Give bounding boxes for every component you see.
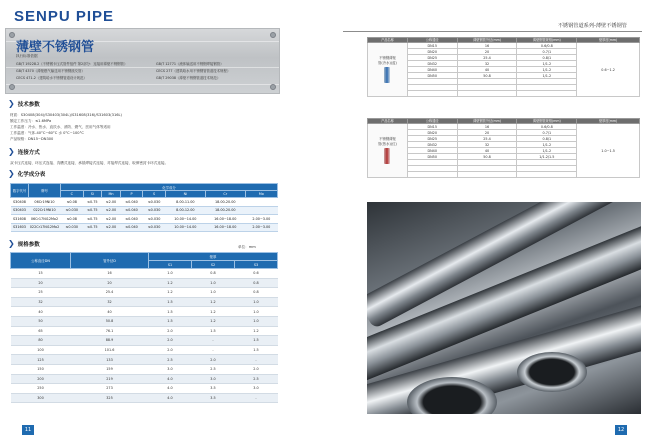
table-row: S31608 06Cr17Ni12Mo2 ≤0.08 ≤0.75 ≤2.00 ≤0.040 ≤0.030 10.00~14.00 16.00~18.00 2.00~3.00 xyxy=(11,215,278,224)
table-row: S30408 06Cr19Ni10 ≤0.08 ≤0.75 ≤2.00 ≤0.040 ≤0.030 8.00-11.00 18.00-20.00 xyxy=(11,198,278,207)
hot-water-pipe-table: 产品名称 公称通径 薄壁钢管外径(mm) 薄壁钢管规格(mm) 壁厚度(mm) 不锈钢薄壁管(热水)(红) DN15 16 0.6/0.8 1.0~1.5 DN20 20 0.7/1 DN25 25.4 0.8/1 DN32 32 1/1.2 DN40 40 1/1.2 DN50 50.8 1/1.2/1.5 xyxy=(367,118,640,178)
table-row: S31603 022Cr17Ni12Mo2 ≤0.030 ≤0.75 ≤2.00 ≤0.040 ≤0.030 10.00~14.00 16.00~18.00 2.00~3.00 xyxy=(11,223,278,232)
red-pipe-icon xyxy=(384,148,390,164)
chevron-right-icon: ❯ xyxy=(8,99,15,108)
grade-header: 数字代号 xyxy=(11,184,29,198)
page-title: 薄壁不锈钢管 xyxy=(16,40,95,55)
standards-subtitle: 执行标准依据 xyxy=(16,54,38,58)
page-number: 11 xyxy=(22,425,34,435)
table-row: 300 325 4.0 3.5 - xyxy=(11,393,278,403)
chevron-right-icon: ❯ xyxy=(8,169,15,178)
table-row: 100 101.6 2.0 - 1.5 xyxy=(11,345,278,355)
standard-item: GB/T 12771《流体输送用不锈钢焊接钢管》 xyxy=(156,62,224,66)
table-row: DN40 40 1/1.2 xyxy=(368,67,640,73)
section-title: 不锈钢管道系列-薄壁不锈钢管 xyxy=(557,23,627,29)
tech-line: 材质：S30408(304)/S30403(304L)/S31608(316)/S31603(316L) xyxy=(10,113,122,117)
wall-sub-header: S3 xyxy=(235,261,278,269)
spec-section-header: ❯ 规格参数 xyxy=(8,239,40,248)
table-row: 200 219 4.0 3.0 2.5 xyxy=(11,374,278,384)
table-row: 40 40 1.5 1.2 1.0 xyxy=(11,307,278,317)
table-row: 65 76.1 2.0 1.5 1.2 xyxy=(11,326,278,336)
table-row: DN20 20 0.7/1 xyxy=(368,49,640,55)
connection-text: 双卡压式连接、环压式连接、沟槽式连接、承插焊接式连接、对接焊式连接、取伸密封卡环式连接。 xyxy=(10,161,169,165)
composition-group-header: 化学成分 xyxy=(61,184,278,191)
wall-thickness: 0.6~1.2 xyxy=(577,43,640,97)
table-row: DN25 25.4 0.8/1 xyxy=(368,55,640,61)
element-header: S xyxy=(143,191,166,198)
table-row: 50 50.8 1.5 1.2 1.0 xyxy=(11,316,278,326)
table-row: DN32 32 1/1.2 xyxy=(368,61,640,67)
connection-section-header: ❯ 连接方式 xyxy=(8,147,40,156)
element-header: Ni xyxy=(165,191,205,198)
standard-item: GB/T 4370《薄壁燃气输送用不锈钢波纹管》 xyxy=(16,69,85,73)
bolt-icon xyxy=(9,84,15,90)
bolt-icon xyxy=(270,84,276,90)
table-row: S30403 022Cr19Ni10 ≤0.030 ≤0.75 ≤2.00 ≤0.040 ≤0.030 8.00-12.00 18.00-20.00 xyxy=(11,206,278,215)
unit-label: 单位：mm xyxy=(238,245,256,249)
table-row: DN50 50.8 1/1.2 xyxy=(368,73,640,79)
element-header: P xyxy=(120,191,143,198)
brand-header: 牌号 xyxy=(29,184,61,198)
dn-header: 公称直径DN xyxy=(11,253,71,269)
table-row: 32 32 1.5 1.2 1.0 xyxy=(11,297,278,307)
table-row: 25 25.4 1.2 1.0 0.8 xyxy=(11,288,278,298)
element-header: Cr xyxy=(205,191,245,198)
cold-water-pipe-table: 产品名称 公称通径 薄壁钢管外径(mm) 薄壁钢管规格(mm) 壁厚度(mm) 不锈钢薄壁管(冷水)(蓝) DN15 16 0.6/0.8 0.6~1.2 DN20 20 0.7/1 DN25 25.4 0.8/1 DN32 32 1/1.2 DN40 40 1/1.2 DN50 50.8 1/1.2 xyxy=(367,37,640,97)
chevron-right-icon: ❯ xyxy=(8,239,15,248)
table-row: DN25 25.4 0.8/1 xyxy=(368,136,640,142)
wall-thickness: 1.0~1.5 xyxy=(577,124,640,178)
table-row: 不锈钢薄壁管(热水)(红) DN15 16 0.6/0.8 1.0~1.5 xyxy=(368,124,640,130)
wall-header: 壁厚 xyxy=(149,253,278,261)
element-header: Mn xyxy=(102,191,121,198)
spec-table xyxy=(10,252,278,403)
standard-item: CECS 277《建筑给水用不锈钢管管道技术规程》 xyxy=(156,69,231,73)
table-row: DN32 32 1/1.2 xyxy=(368,142,640,148)
title-banner xyxy=(5,28,280,94)
bolt-icon xyxy=(270,32,276,38)
table-row: 20 20 1.2 1.0 0.8 xyxy=(11,278,278,288)
bolt-icon xyxy=(9,32,15,38)
product-name: 不锈钢薄壁管(热水)(红) xyxy=(378,137,397,146)
steel-pipes-photo xyxy=(367,202,641,414)
page-number: 12 xyxy=(615,425,627,435)
standard-item: GB/T 29038《薄壁不锈钢管道技术规范》 xyxy=(156,76,221,80)
tech-line: 产品规格：DN15~DN300 xyxy=(10,137,54,141)
tech-section-header: ❯ 技术参数 xyxy=(8,99,40,108)
chem-section-header: ❯ 化学成分表 xyxy=(8,169,46,178)
table-row: DN40 40 1/1.2 xyxy=(368,148,640,154)
title-divider xyxy=(343,31,642,32)
table-row: DN50 50.8 1/1.2/1.5 xyxy=(368,154,640,160)
right-page xyxy=(325,0,650,442)
blue-pipe-icon xyxy=(384,67,390,83)
element-header: Mo xyxy=(245,191,277,198)
brand-logo: SENPU PIPE xyxy=(14,8,115,25)
tech-line: 工作温度：冷水、热水、直饮水、消防、燃气、医用气体等适用 xyxy=(10,125,111,129)
wall-sub-header: S2 xyxy=(192,261,235,269)
wall-sub-header: S1 xyxy=(149,261,192,269)
element-header: C xyxy=(61,191,84,198)
table-row: 125 133 2.5 2.0 - xyxy=(11,355,278,365)
tech-line: 额定工作压力：≤1.6MPa xyxy=(10,119,52,123)
table-row: 250 273 4.0 3.5 3.0 xyxy=(11,384,278,394)
table-row: 15 16 1.0 0.8 0.6 xyxy=(11,269,278,279)
od-header: 管外径D xyxy=(71,253,149,269)
table-row: 不锈钢薄壁管(冷水)(蓝) DN15 16 0.6/0.8 0.6~1.2 xyxy=(368,43,640,49)
standard-item: CECS 471-2《建筑给水不锈钢管道设计规范》 xyxy=(16,76,87,80)
tech-line: 工作温度：气体-40°C~60°C 水 0°C~100°C xyxy=(10,131,84,135)
element-header: Si xyxy=(83,191,102,198)
chevron-right-icon: ❯ xyxy=(8,147,15,156)
chemical-composition-table xyxy=(10,183,278,232)
table-row: 150 159 3.0 2.5 2.0 xyxy=(11,364,278,374)
standard-item: GB/T 19228.2《不锈钢卡压式管件组件 第2部分：连接用薄壁不锈钢管》 xyxy=(16,62,128,66)
table-row: DN20 20 0.7/1 xyxy=(368,130,640,136)
table-row: 80 88.9 2.0 - 1.5 xyxy=(11,336,278,346)
product-name: 不锈钢薄壁管(冷水)(蓝) xyxy=(378,56,397,65)
